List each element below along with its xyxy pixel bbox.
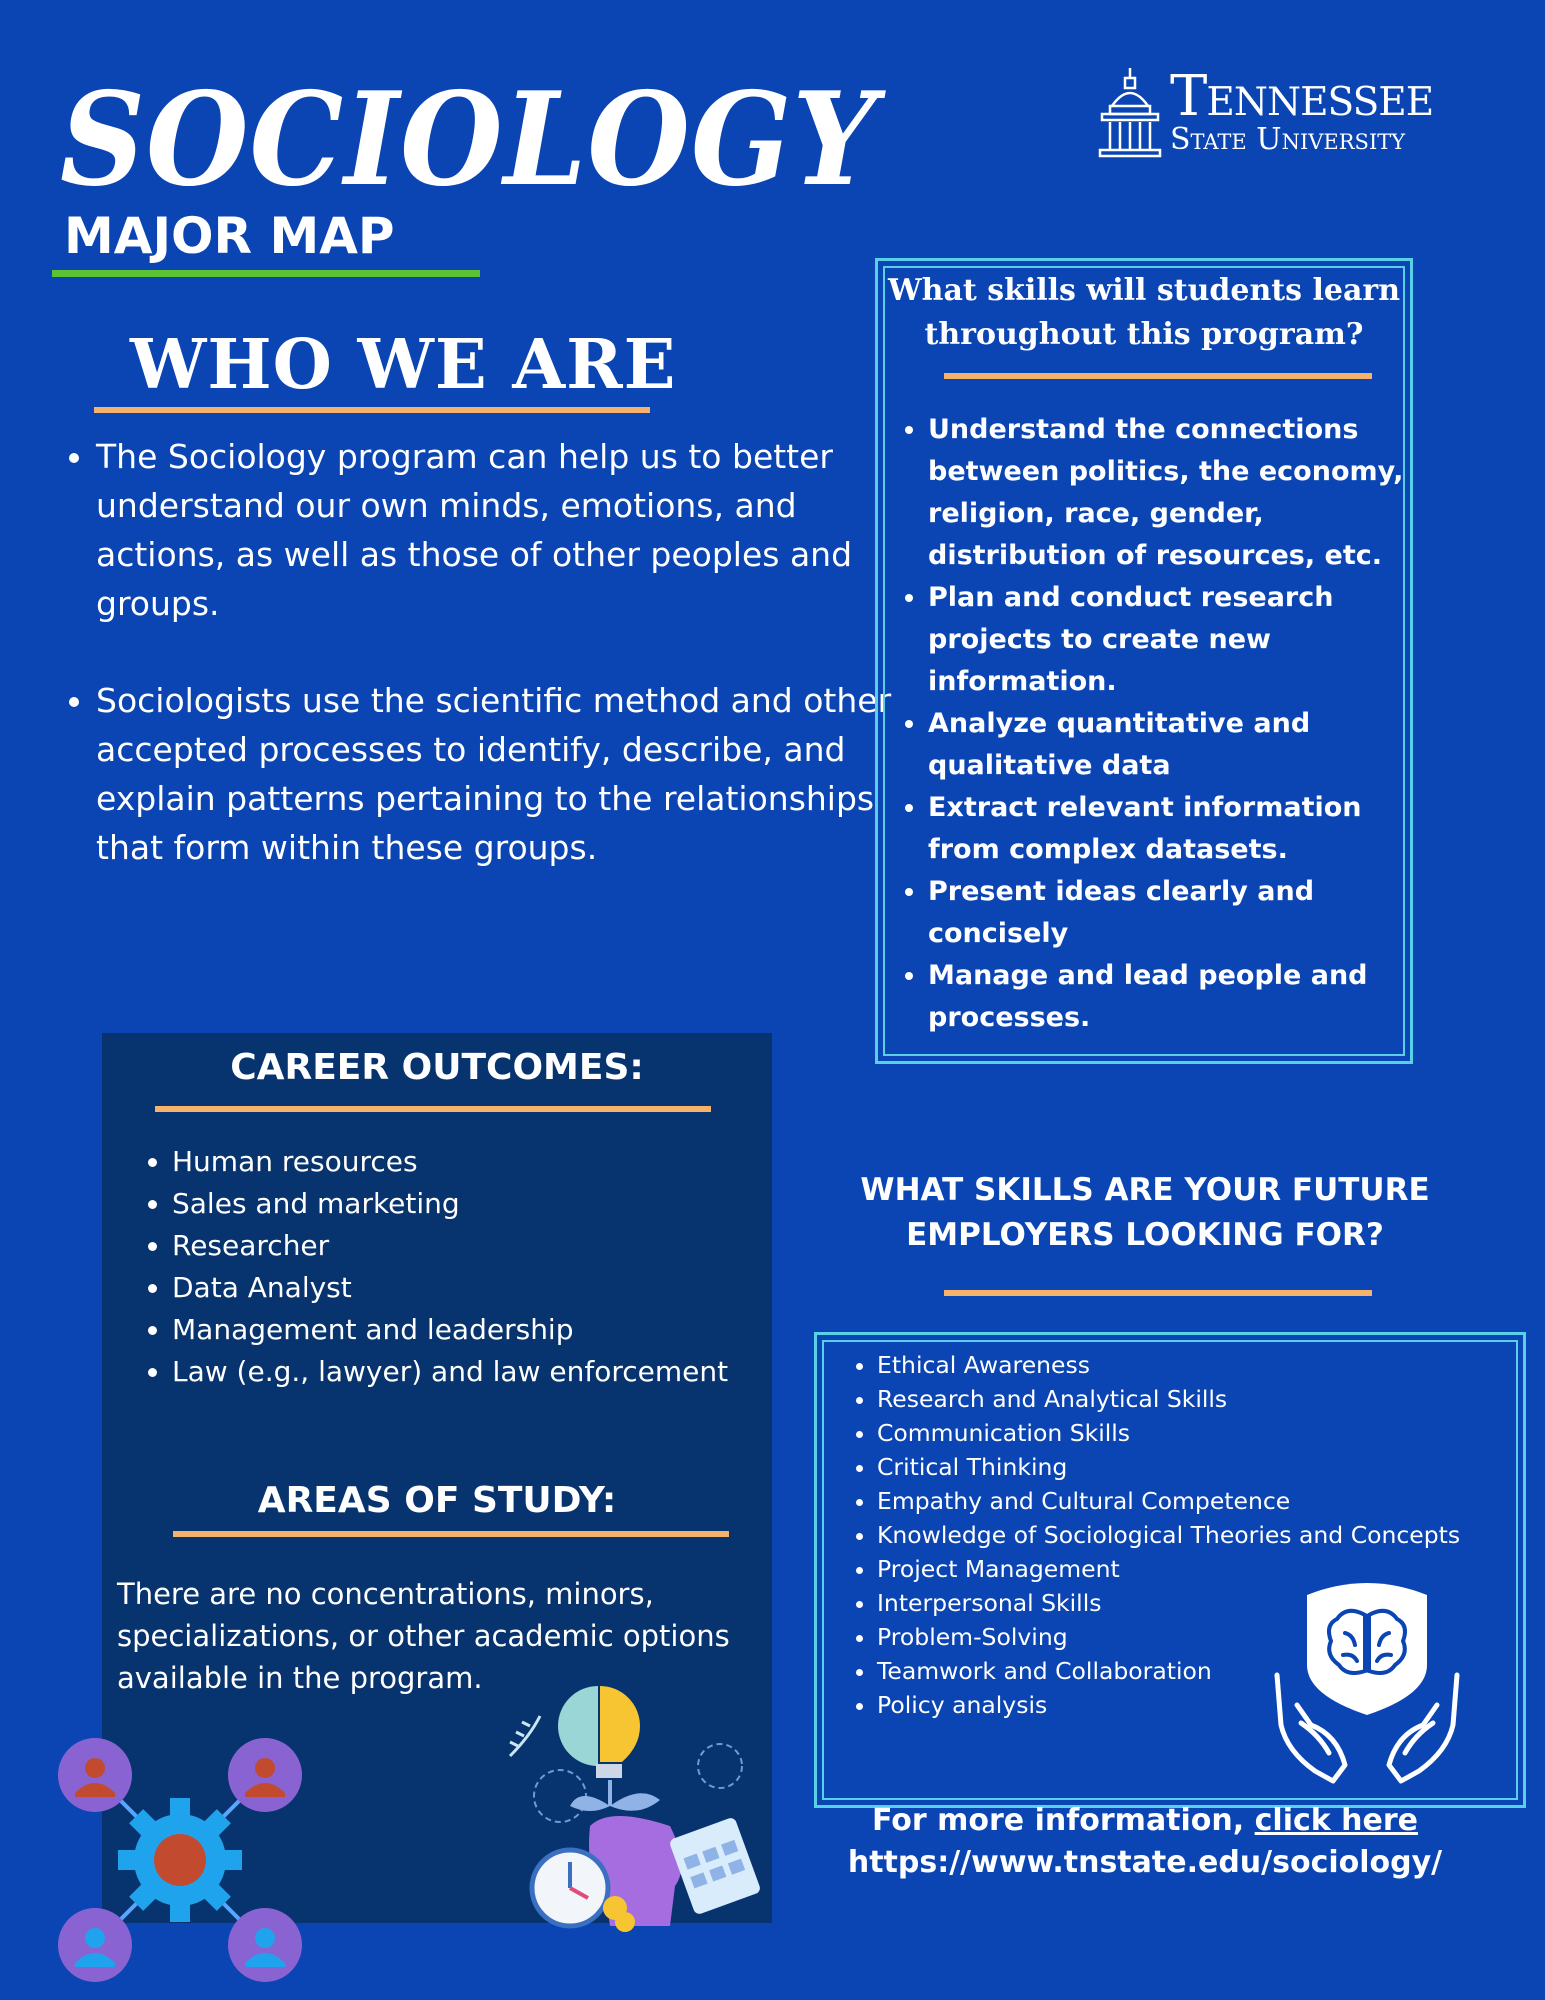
list-item: • Data Analyst bbox=[172, 1267, 812, 1309]
more-info-prefix: For more information, bbox=[872, 1803, 1255, 1838]
page-subtitle: MAJOR MAP bbox=[64, 207, 395, 265]
list-item: • Analyze quantitative and qualitative data bbox=[928, 703, 1428, 787]
areas-of-study-heading: AREAS OF STUDY: bbox=[257, 1480, 617, 1521]
logo-line-2: State University bbox=[1170, 122, 1406, 157]
click-here-link[interactable]: click here bbox=[1254, 1803, 1418, 1838]
list-item: • Human resources bbox=[172, 1141, 812, 1183]
list-item: • Research and Analytical Skills bbox=[877, 1382, 1545, 1416]
page-title: SOCIOLOGY bbox=[60, 65, 878, 215]
list-item: • Sociologists use the scientific method and other accepted processes to identify, describe, and explain patterns pertaining to the relationships that form within these groups. bbox=[96, 676, 896, 872]
more-info-line bbox=[825, 1800, 1465, 1842]
title-underline bbox=[52, 270, 480, 277]
areas-of-study-text: There are no concentrations, minors, specializations, or other academic options available in the program. bbox=[117, 1577, 730, 1695]
program-url[interactable]: https://www.tnstate.edu/sociology/ bbox=[847, 1845, 1443, 1880]
list-item: • Law (e.g., lawyer) and law enforcement bbox=[172, 1351, 812, 1393]
list-item: • Extract relevant information from complex datasets. bbox=[928, 787, 1428, 871]
logo-line-1: Tennessee bbox=[1170, 64, 1434, 129]
employer-skills-list bbox=[837, 1348, 1545, 1722]
career-outcomes-list bbox=[142, 1141, 812, 1393]
list-item: • Teamwork and Collaboration bbox=[877, 1654, 1545, 1688]
list-item: • Policy analysis bbox=[877, 1688, 1545, 1722]
employer-skills-heading: WHAT SKILLS ARE YOUR FUTURE EMPLOYERS LOOKING FOR? bbox=[860, 1172, 1430, 1253]
career-outcomes-underline bbox=[155, 1106, 711, 1112]
list-item: • Present ideas clearly and concisely bbox=[928, 871, 1428, 955]
list-item: • Critical Thinking bbox=[877, 1450, 1545, 1484]
list-item: • Ethical Awareness bbox=[877, 1348, 1545, 1382]
who-we-are-heading: WHO WE ARE bbox=[130, 325, 677, 405]
list-item: • Problem-Solving bbox=[877, 1620, 1545, 1654]
university-logo bbox=[1098, 66, 1454, 158]
list-item: • Interpersonal Skills bbox=[877, 1586, 1545, 1620]
employer-skills-box bbox=[814, 1332, 1526, 1808]
areas-of-study-underline bbox=[173, 1531, 729, 1537]
skills-learned-underline bbox=[944, 373, 1372, 379]
list-item: • Communication Skills bbox=[877, 1416, 1545, 1450]
list-item: • Empathy and Cultural Competence bbox=[877, 1484, 1545, 1518]
list-item: • The Sociology program can help us to better understand our own minds, emotions, and actions, as well as those of other peoples and groups. bbox=[96, 432, 896, 628]
list-item: • Knowledge of Sociological Theories and Concepts bbox=[877, 1518, 1545, 1552]
career-outcomes-heading: CAREER OUTCOMES: bbox=[230, 1047, 644, 1088]
skills-learned-list bbox=[892, 409, 1428, 1039]
list-item: • Project Management bbox=[877, 1552, 1545, 1586]
employer-skills-underline bbox=[944, 1290, 1372, 1296]
list-item: • Management and leadership bbox=[172, 1309, 812, 1351]
brain-lightbulb-study-icon bbox=[500, 1676, 770, 1946]
building-dome-icon bbox=[1098, 66, 1162, 158]
list-item: • Plan and conduct research projects to create new information. bbox=[928, 577, 1428, 703]
list-item: • Understand the connections between politics, the economy, religion, race, gender, distribution of resources, etc. bbox=[928, 409, 1428, 577]
list-item: • Sales and marketing bbox=[172, 1183, 812, 1225]
list-item: • Researcher bbox=[172, 1225, 812, 1267]
skills-learned-box bbox=[875, 258, 1413, 1064]
list-item: • Manage and lead people and processes. bbox=[928, 955, 1428, 1039]
who-we-are-underline bbox=[94, 407, 650, 413]
who-we-are-list bbox=[60, 432, 896, 920]
people-network-gear-icon bbox=[55, 1735, 305, 1985]
hands-brain-shield-icon bbox=[1267, 1575, 1467, 1785]
skills-learned-heading: What skills will students learn throughout this program? bbox=[887, 273, 1401, 352]
